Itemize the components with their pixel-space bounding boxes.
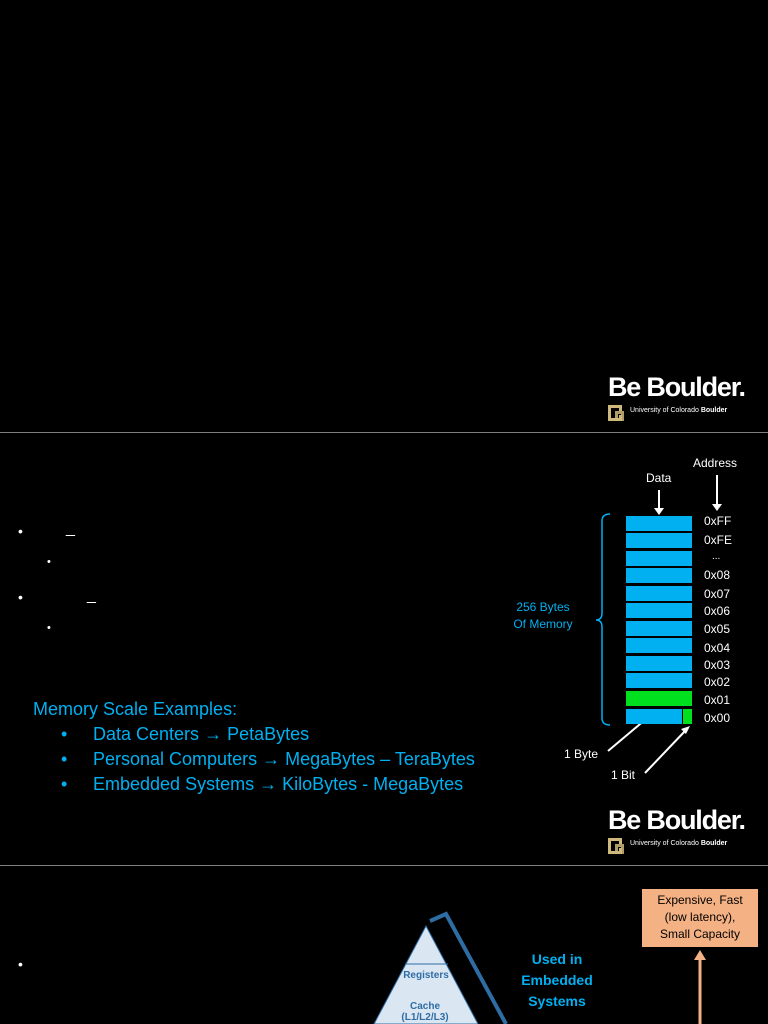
- memory-cell: [626, 673, 692, 688]
- address-value: 0x06: [704, 604, 731, 618]
- memory-cell: [626, 516, 692, 531]
- logo-wordmark: Be Boulder.: [608, 805, 745, 835]
- memory-cell-byte-0: [626, 709, 682, 724]
- address-value: 0xFE: [704, 533, 733, 547]
- memory-cell: [626, 586, 692, 601]
- memory-cell: [626, 638, 692, 653]
- embedded-systems-label: Used in Embedded Systems: [521, 951, 593, 1009]
- address-ellipsis: ...: [712, 551, 721, 562]
- memory-scale-item: • Embedded Systems → KiloBytes - MegaBytes: [61, 774, 464, 794]
- pyramid-level-cache: Cache (L1/L2/L3): [401, 1001, 449, 1023]
- memory-cell: [626, 656, 692, 671]
- slide-3: [0, 866, 768, 1024]
- memory-cell: [626, 533, 692, 548]
- address-value: 0xFF: [704, 514, 732, 528]
- memory-scale-heading: Memory Scale Examples:: [33, 699, 238, 719]
- slide-2: [0, 433, 768, 865]
- bullet-point: •: [18, 589, 23, 605]
- memory-capacity-label: 256 Bytes Of Memory: [513, 600, 573, 631]
- address-value: 0x07: [704, 587, 731, 601]
- address-value: 0x08: [704, 568, 731, 582]
- address-value: 0x04: [704, 641, 731, 655]
- logo-subtitle: University of Colorado Boulder: [630, 840, 728, 847]
- address-value: 0x02: [704, 675, 731, 689]
- sub-bullet-point: •: [47, 556, 51, 568]
- cu-logo-icon: [606, 835, 626, 857]
- be-boulder-logo: [606, 372, 756, 428]
- address-value: 0x01: [704, 693, 731, 707]
- memory-cell: [626, 621, 692, 636]
- dash-mark: _: [66, 520, 75, 537]
- address-value: 0x05: [704, 622, 731, 636]
- byte-label: 1 Byte: [564, 747, 599, 761]
- slide-1: [0, 0, 768, 432]
- bullet-point: •: [18, 956, 23, 972]
- sub-bullet-point: •: [47, 622, 51, 634]
- memory-bit-highlight: [683, 709, 692, 724]
- memory-cell: [626, 551, 692, 566]
- logo-subtitle: University of Colorado Boulder: [630, 407, 728, 414]
- bullet-point: •: [18, 523, 23, 539]
- data-label: Data: [646, 471, 672, 485]
- memory-scale-item: • Personal Computers → MegaBytes – TeraBytes: [61, 749, 475, 769]
- memory-cell-highlighted-byte: [626, 691, 692, 706]
- address-value: 0x03: [704, 658, 731, 672]
- dash-mark: _: [87, 587, 96, 604]
- cu-logo-icon: [606, 402, 626, 424]
- memory-cell: [626, 603, 692, 618]
- cost-speed-callout: Expensive, Fast (low latency), Small Capacity: [642, 889, 758, 947]
- be-boulder-logo: [606, 805, 756, 861]
- memory-scale-item: • Data Centers → PetaBytes: [61, 724, 310, 744]
- address-value: 0x00: [704, 711, 731, 725]
- address-label: Address: [693, 456, 738, 470]
- memory-cell: [626, 568, 692, 583]
- logo-wordmark: Be Boulder.: [608, 372, 745, 402]
- pyramid-level-registers: Registers: [403, 970, 449, 981]
- bit-label: 1 Bit: [611, 768, 636, 782]
